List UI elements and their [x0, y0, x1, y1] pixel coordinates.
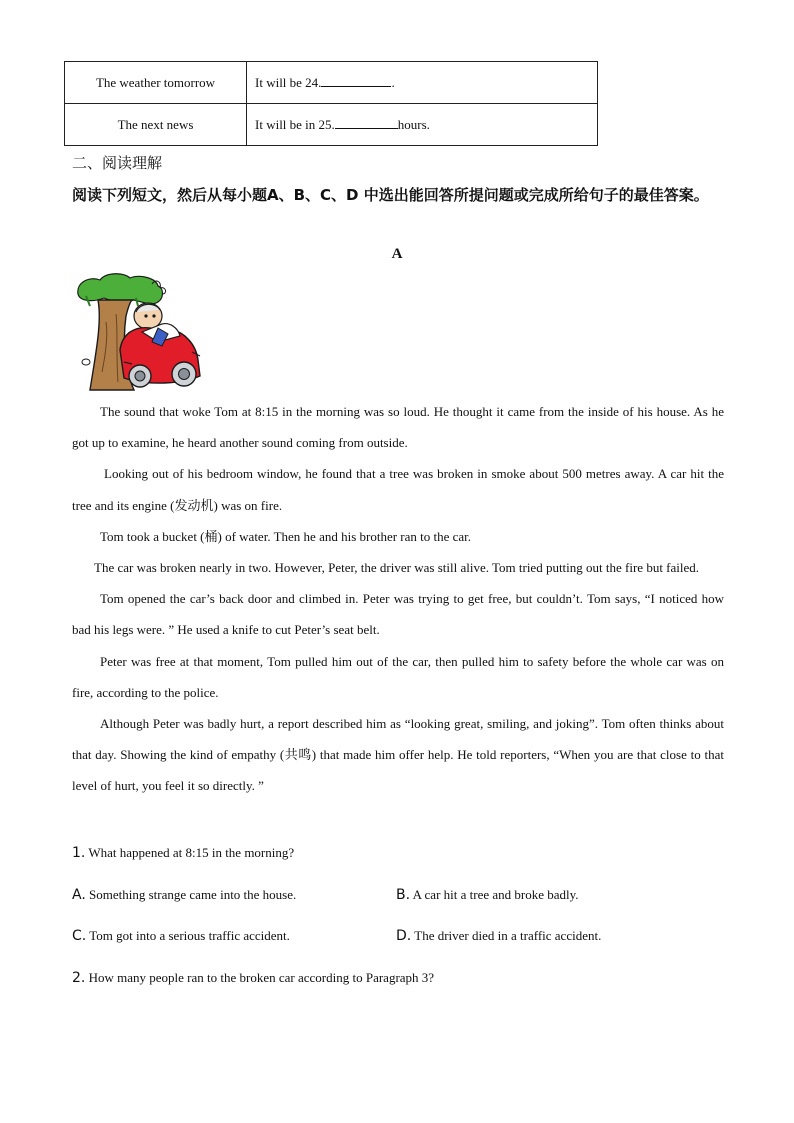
- passage-paragraph: Tom took a bucket (桶) of water. Then he and his brother ran to the car.: [100, 528, 472, 544]
- question-1: [72, 845, 294, 861]
- car-crash-tree-illustration: [72, 272, 212, 394]
- table-row: [65, 62, 598, 104]
- option-a[interactable]: [72, 887, 296, 903]
- option-letter: C.: [72, 928, 87, 944]
- option-text: Something strange came into the house.: [89, 887, 297, 902]
- option-text: Tom got into a serious traffic accident.: [89, 928, 290, 943]
- passage-paragraph: Tom opened the car’s back door and climbed in. Peter was trying to get free, but couldn’t. Tom says, “I noticed how bad his legs were. ” He used a knife to cut Peter’s seat belt.: [72, 591, 724, 638]
- row-label: The weather tomorrow: [65, 62, 247, 104]
- option-b[interactable]: [396, 887, 579, 903]
- question-number: 1.: [72, 845, 86, 861]
- answer-blank-24[interactable]: [321, 74, 391, 87]
- passage-label: A: [391, 246, 403, 262]
- row-text: It will be 24.: [255, 75, 322, 90]
- passage-paragraph: Looking out of his bedroom window, he found that a tree was broken in smoke about 500 metres away. A car hit the tree and its engine (发动机) was on fire.: [72, 466, 724, 513]
- option-letter: A.: [72, 887, 86, 903]
- passage-body: [72, 396, 724, 802]
- option-c[interactable]: [72, 928, 290, 944]
- row-answer-cell: [247, 104, 598, 146]
- option-d[interactable]: [396, 928, 601, 944]
- option-text: A car hit a tree and broke badly.: [412, 887, 579, 902]
- passage-paragraph: The sound that woke Tom at 8:15 in the morning was so loud. He thought it came from the inside of his house. As he got up to examine, he heard another sound coming from outside.: [72, 404, 724, 451]
- question-number: 2.: [72, 970, 86, 986]
- section-instruction: 阅读下列短文，然后从每小题A、B、C、D 中选出能回答所提问题或完成所给句子的最佳答案。: [72, 186, 709, 204]
- option-text: The driver died in a traffic accident.: [414, 928, 602, 943]
- passage-paragraph: Peter was free at that moment, Tom pulled him out of the car, then pulled him to safety before the whole car was on fire, according to the police.: [72, 653, 724, 700]
- question-2: [72, 970, 434, 986]
- section-title: 二、阅读理解: [72, 154, 163, 172]
- row-answer-cell: [247, 62, 598, 104]
- news-info-table: [64, 61, 598, 146]
- answer-blank-25[interactable]: [335, 116, 398, 129]
- question-text: How many people ran to the broken car according to Paragraph 3?: [88, 970, 435, 985]
- passage-paragraph: The car was broken nearly in two. However, Peter, the driver was still alive. Tom tried putting out the fire but failed.: [94, 560, 700, 576]
- option-letter: D.: [396, 928, 412, 944]
- option-letter: B.: [396, 887, 411, 903]
- row-suffix: .: [391, 75, 395, 90]
- question-text: What happened at 8:15 in the morning?: [88, 845, 295, 860]
- row-label: The next news: [65, 104, 247, 146]
- passage-paragraph: Although Peter was badly hurt, a report described him as “looking great, smiling, and joking”. Tom often thinks about that day. Showing the kind of empathy (共鸣) that made him offer help. He told reporters, “When you are that close to that level of hurt, you feel it so directly. ”: [72, 716, 724, 794]
- row-suffix: hours.: [397, 117, 430, 132]
- table-row: [65, 104, 598, 146]
- row-text: It will be in 25.: [255, 117, 335, 132]
